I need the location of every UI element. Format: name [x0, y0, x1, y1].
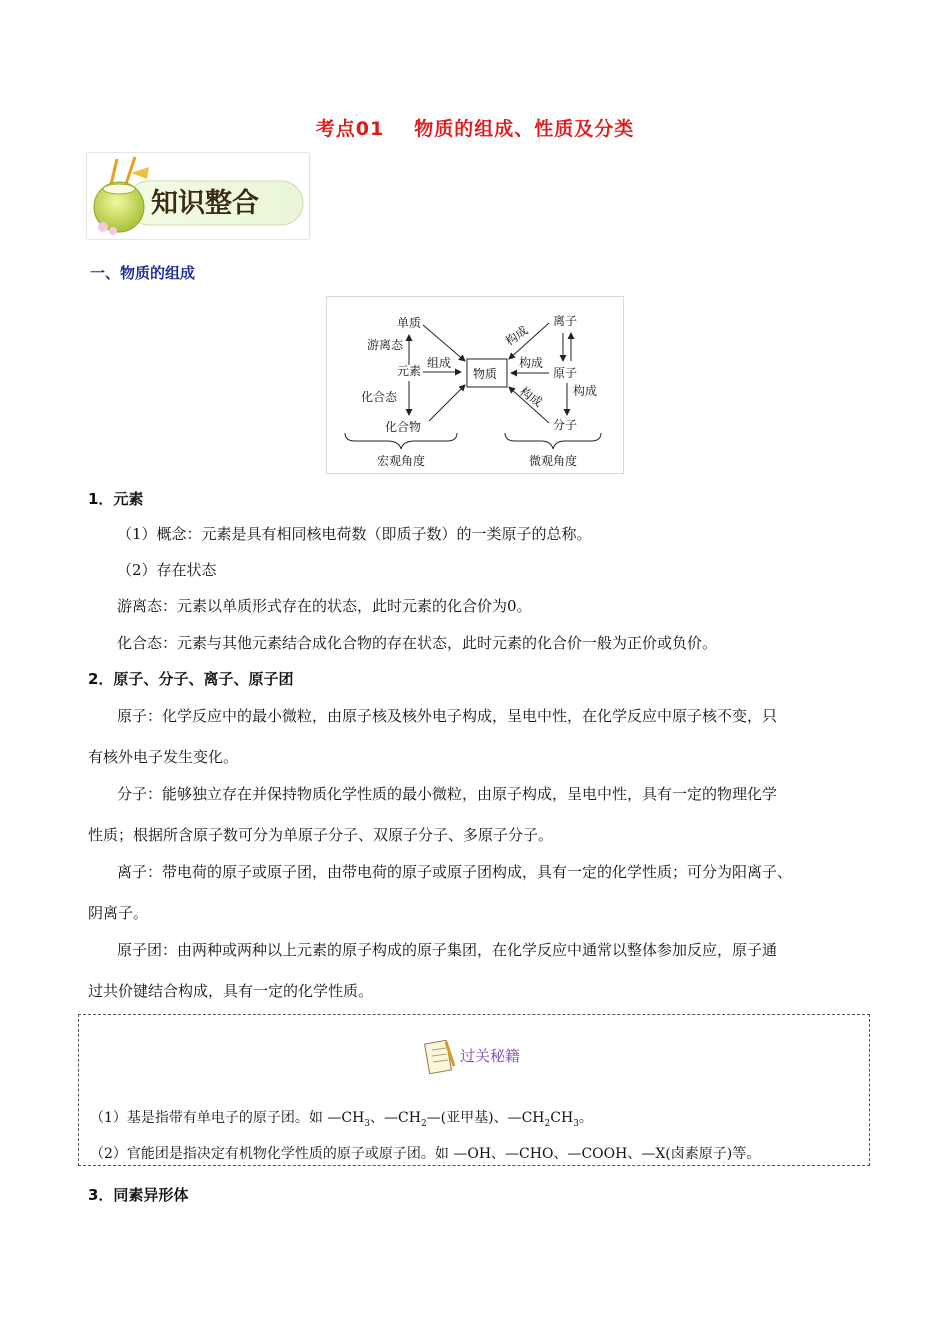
- label-micro: 微观角度: [529, 454, 578, 468]
- combined-state-text: 化合态：元素与其他元素结合成化合物的存在状态，此时元素的化合价一般为正价或负价。: [117, 634, 718, 652]
- tips-title: 过关秘籍: [460, 1047, 521, 1065]
- group-text-1: 原子团：由两种或两种以上元素的原子构成的原子集团，在化学反应中通常以整体参加反应，原子通: [117, 941, 778, 959]
- knowledge-banner: [86, 152, 310, 240]
- atom-text-1: 原子：化学反应中的最小微粒，由原子核及核外电子构成，呈电中性，在化学反应中原子核不变，只: [117, 707, 778, 725]
- node-compound: 化合物: [385, 420, 422, 434]
- tip-sub-a: 3: [364, 1118, 371, 1129]
- group-text-2: 过共价键结合构成，具有一定的化学性质。: [88, 982, 374, 1000]
- composition-diagram: [326, 296, 624, 474]
- micro-brace: [505, 433, 601, 449]
- heading-allotropes: 3．同素异形体: [88, 1186, 189, 1204]
- notepad-icon: [424, 1036, 456, 1076]
- molecule-text-1: 分子：能够独立存在并保持物质化学性质的最小微粒，由原子构成，呈电中性，具有一定的物理化学: [117, 785, 778, 803]
- section-heading-composition: 一、物质的组成: [90, 264, 196, 282]
- tip-l1-e: 。: [578, 1110, 593, 1126]
- edge-constitute-3: 构成: [573, 384, 598, 398]
- edge-constitute-1: 构成: [502, 323, 531, 349]
- edge-constitute-2: 构成: [519, 356, 544, 370]
- banner-label: 知识整合: [151, 188, 259, 219]
- tip-sub-c: 2: [544, 1118, 551, 1129]
- tip-l1-c: —(亚甲基)、—CH: [426, 1110, 545, 1126]
- arrow-compound-to-substance: [429, 385, 465, 421]
- element-concept: （1）概念：元素是具有相同核电荷数（即质子数）的一类原子的总称。: [117, 525, 592, 543]
- page-title: [0, 114, 950, 141]
- title-code: 考点01: [315, 118, 385, 140]
- edge-combined-state: 化合态: [361, 390, 398, 404]
- edge-free-state: 游离态: [367, 338, 404, 352]
- atom-text-2: 有核外电子发生变化。: [88, 748, 239, 766]
- node-element: 元素: [397, 364, 422, 378]
- macro-brace: [345, 433, 457, 449]
- ion-text-1: 离子：带电荷的原子或原子团，由带电荷的原子或原子团构成，具有一定的化学性质；可分为阳离子、: [117, 863, 793, 881]
- tip-l1-a: （1）基是指带有单电子的原子团。如 —CH: [90, 1110, 365, 1126]
- node-atom: 原子: [553, 366, 578, 380]
- edge-compose: 组成: [427, 356, 452, 370]
- tip-l1-b: 、—CH: [370, 1110, 421, 1126]
- tip-sub-d: 3: [573, 1118, 579, 1129]
- tip-sub-b: 2: [420, 1118, 427, 1129]
- node-ion: 离子: [553, 314, 578, 328]
- tip-l1-d: CH: [550, 1110, 574, 1126]
- free-state-text: 游离态：元素以单质形式存在的状态，此时元素的化合价为0。: [117, 597, 532, 615]
- label-macro: 宏观角度: [377, 454, 426, 468]
- edge-constitute-4: 构成: [517, 384, 545, 410]
- heading-element: 1．元素: [88, 490, 144, 508]
- element-state: （2）存在状态: [117, 561, 217, 579]
- ion-text-2: 阴离子。: [88, 904, 149, 922]
- coconut-icon: [87, 153, 309, 239]
- molecule-text-2: 性质；根据所含原子数可分为单原子分子、双原子分子、多原子分子。: [88, 826, 554, 844]
- node-simple-substance: 单质: [397, 316, 422, 330]
- heading-particles: 2．原子、分子、离子、原子团: [88, 670, 294, 688]
- title-text: 物质的组成、性质及分类: [414, 118, 635, 140]
- node-molecule: 分子: [553, 418, 578, 432]
- tip-line-functional-group: （2）官能团是指决定有机物化学性质的原子或原子团。如 —OH、—CHO、—COOH、—X(卤素原子)等。: [90, 1146, 761, 1162]
- node-substance: 物质: [473, 367, 498, 381]
- tip-line-radical: [90, 1107, 593, 1129]
